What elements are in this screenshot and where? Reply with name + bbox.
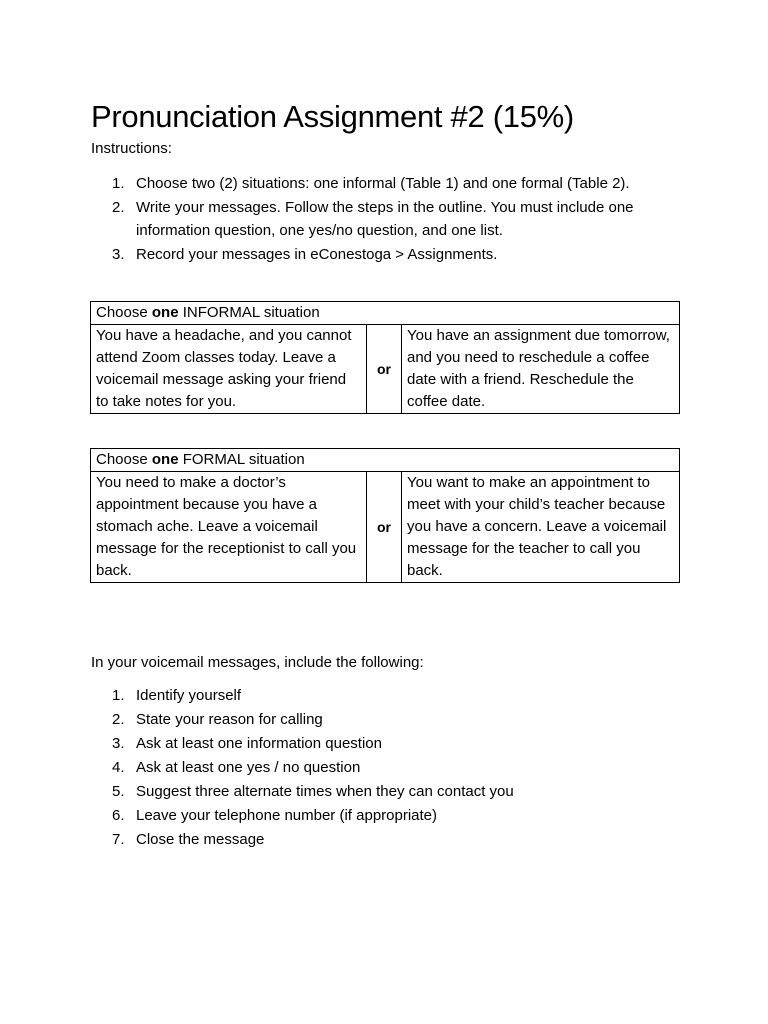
- item-text: Leave your telephone number (if appropriate): [136, 807, 438, 824]
- formal-option-left: You need to make a doctor’s appointment because you have a stomach ache. Leave a voicemail message for the receptionist to call you back.: [91, 472, 367, 583]
- item-text: Identify yourself: [136, 687, 242, 704]
- include-intro: In your voicemail messages, include the following:: [91, 654, 424, 671]
- informal-table-header: Choose one INFORMAL situation: [91, 302, 680, 325]
- or-separator: or: [367, 472, 402, 583]
- item-text: Close the message: [136, 831, 265, 848]
- instructions-list: [91, 172, 701, 266]
- include-item: [91, 732, 701, 756]
- page-title: Pronunciation Assignment #2 (15%): [91, 99, 574, 134]
- item-text: Suggest three alternate times when they can contact you: [136, 783, 514, 800]
- instruction-step: [91, 172, 701, 196]
- informal-situation-table: [90, 301, 680, 414]
- or-separator: or: [367, 325, 402, 414]
- step-text: Choose two (2) situations: one informal (Table 1) and one formal (Table 2).: [136, 175, 630, 192]
- informal-option-left: You have a headache, and you cannot attend Zoom classes today. Leave a voicemail message asking your friend to take notes for you.: [91, 325, 367, 414]
- step-text: Record your messages in eConestoga > Assignments.: [136, 245, 498, 263]
- item-number: 7.: [112, 831, 125, 848]
- emphasis-one: one: [151, 304, 179, 321]
- include-item: [91, 804, 701, 828]
- step-text: Write your messages. Follow the steps in the outline. You must include one information question, one yes/no question, and one list.: [136, 198, 634, 239]
- item-number: 5.: [112, 783, 125, 800]
- instruction-step: [91, 243, 701, 267]
- item-number: 2.: [112, 711, 125, 728]
- item-number: 6.: [112, 807, 125, 824]
- include-item: [91, 756, 701, 780]
- item-text: State your reason for calling: [136, 711, 323, 728]
- include-list: [91, 684, 701, 852]
- step-number: 3.: [112, 245, 125, 263]
- item-number: 4.: [112, 759, 125, 776]
- instruction-step: [91, 196, 701, 243]
- formal-table-header: Choose one FORMAL situation: [91, 449, 680, 472]
- item-text: Ask at least one information question: [136, 735, 382, 752]
- instructions-label: Instructions:: [91, 140, 172, 157]
- emphasis-one: one: [151, 451, 179, 468]
- include-item: [91, 828, 701, 852]
- informal-option-right: You have an assignment due tomorrow, and you need to reschedule a coffee date with a friend. Reschedule the coffee date.: [402, 325, 680, 414]
- step-number: 1.: [112, 175, 125, 192]
- include-item: [91, 684, 701, 708]
- include-item: [91, 708, 701, 732]
- item-number: 3.: [112, 735, 125, 752]
- formal-situation-table: [90, 448, 680, 583]
- formal-option-right: You want to make an appointment to meet with your child’s teacher because you have a concern. Leave a voicemail message for the teacher to call you back.: [402, 472, 680, 583]
- item-text: Ask at least one yes / no question: [136, 759, 361, 776]
- step-number: 2.: [112, 198, 125, 216]
- item-number: 1.: [112, 687, 125, 704]
- include-item: [91, 780, 701, 804]
